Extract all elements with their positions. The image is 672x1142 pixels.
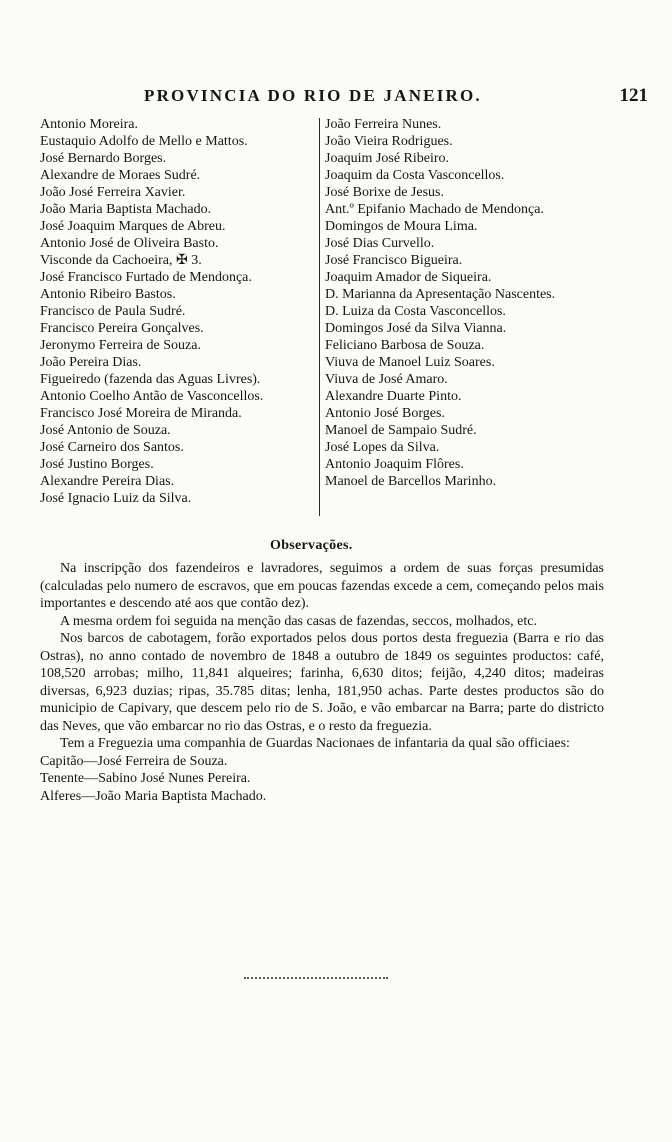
list-item: Francisco José Moreira de Miranda. (40, 406, 242, 421)
list-item: Antonio Coelho Antão de Vasconcellos. (40, 389, 264, 404)
list-item: José Justino Borges. (40, 457, 154, 472)
names-columns (40, 116, 656, 526)
list-item: Manoel de Barcellos Marinho. (325, 474, 497, 489)
list-item: Eustaquio Adolfo de Mello e Mattos. (40, 134, 248, 149)
list-item: Figueiredo (fazenda das Aguas Livres). (40, 372, 261, 387)
list-item: João Maria Baptista Machado. (40, 202, 212, 217)
list-item: Antonio Moreira. (40, 117, 138, 132)
officer-line: Alferes—João Maria Baptista Machado. (40, 788, 267, 804)
page-header (40, 86, 652, 110)
list-item: Joaquim José Ribeiro. (325, 151, 450, 166)
list-item: Antonio José Borges. (325, 406, 445, 421)
column-divider (319, 118, 320, 516)
list-item: Alexandre Pereira Dias. (40, 474, 175, 489)
officer-line: Capitão—José Ferreira de Souza. (40, 753, 228, 769)
page-number: 121 (619, 85, 648, 106)
list-item: Francisco Pereira Gonçalves. (40, 321, 204, 336)
list-item: Joaquim Amador de Siqueira. (325, 270, 492, 285)
list-item: Manoel de Sampaio Sudré. (325, 423, 477, 438)
list-item: D. Marianna da Apresentação Nascentes. (325, 287, 556, 302)
list-item: José Francisco Bigueira. (325, 253, 463, 268)
list-item: José Joaquim Marques de Abreu. (40, 219, 226, 234)
left-names-column (40, 116, 318, 507)
list-item: José Francisco Furtado de Mendonça. (40, 270, 252, 285)
observations-body (40, 560, 604, 805)
list-item: Joaquim da Costa Vasconcellos. (325, 168, 505, 183)
list-item: João José Ferreira Xavier. (40, 185, 186, 200)
observation-paragraph: A mesma ordem foi seguida na menção das casas de fazendas, seccos, molhados, etc. (60, 613, 537, 629)
list-item: José Bernardo Borges. (40, 151, 167, 166)
list-item: Alexandre de Moraes Sudré. (40, 168, 201, 183)
page-title: PROVINCIA DO RIO DE JANEIRO. (144, 86, 482, 105)
list-item: Francisco de Paula Sudré. (40, 304, 186, 319)
list-item: João Ferreira Nunes. (325, 117, 442, 132)
right-names-column (323, 116, 656, 490)
list-item: Antonio Joaquim Flôres. (325, 457, 464, 472)
list-item: José Lopes da Silva. (325, 440, 440, 455)
list-item: João Vieira Rodrigues. (325, 134, 453, 149)
list-item: José Carneiro dos Santos. (40, 440, 184, 455)
list-item: José Ignacio Luiz da Silva. (40, 491, 192, 506)
list-item: Antonio Ribeiro Bastos. (40, 287, 176, 302)
observations-heading: Observações. (270, 538, 353, 553)
list-item: Ant.º Epifanio Machado de Mendonça. (325, 202, 544, 217)
list-item: Viuva de Manoel Luiz Soares. (325, 355, 495, 370)
list-item: Domingos José da Silva Vianna. (325, 321, 507, 336)
list-item: Alexandre Duarte Pinto. (325, 389, 462, 404)
list-item: Antonio José de Oliveira Basto. (40, 236, 219, 251)
officer-line: Tenente—Sabino José Nunes Pereira. (40, 771, 251, 786)
observation-paragraph: Tem a Freguezia uma companhia de Guardas Nacionaes de infantaria da qual são officiaes: (60, 736, 570, 751)
list-item: Jeronymo Ferreira de Souza. (40, 338, 201, 353)
list-item: Domingos de Moura Lima. (325, 219, 478, 234)
closing-ornament-rule (244, 977, 388, 979)
list-item: José Dias Curvello. (325, 236, 435, 251)
list-item: José Antonio de Souza. (40, 423, 171, 438)
list-item: Feliciano Barbosa de Souza. (325, 338, 485, 353)
list-item: Viuva de José Amaro. (325, 372, 448, 387)
list-item: José Borixe de Jesus. (325, 185, 444, 200)
observation-paragraph: Na inscripção dos fazendeiros e lavradores, seguimos a ordem de suas forças presumidas (calculadas pelo numero de escravos, que em poucas fazendas excede a cem, começando pelos mais importantes e descendo até aos que contão dez). (40, 561, 604, 611)
list-item: Visconde da Cachoeira, ✠ 3. (40, 253, 202, 268)
list-item: João Pereira Dias. (40, 355, 142, 370)
list-item: D. Luiza da Costa Vasconcellos. (325, 304, 506, 319)
observation-paragraph: Nos barcos de cabotagem, forão exportados pelos dous portos desta freguezia (Barra e rio das Ostras), no anno contado de novembro de 1848 a outubro de 1849 os seguintes productos: café, 108,520 arrobas; milho, 11,841 alqueires; farinha, 6,630 ditos; feijão, 4,240 ditos; madeiras diversas, 6,923 duzias; ripas, 35.785 ditas; lenha, 181,950 achas. Parte destes productos são do municipio de Capivary, que descem pelo rio de S. João, e vão embarcar na Barra; parte do districto das Neves, que vão embarcar no rio das Ostras, e o resto da freguezia. (40, 631, 604, 734)
